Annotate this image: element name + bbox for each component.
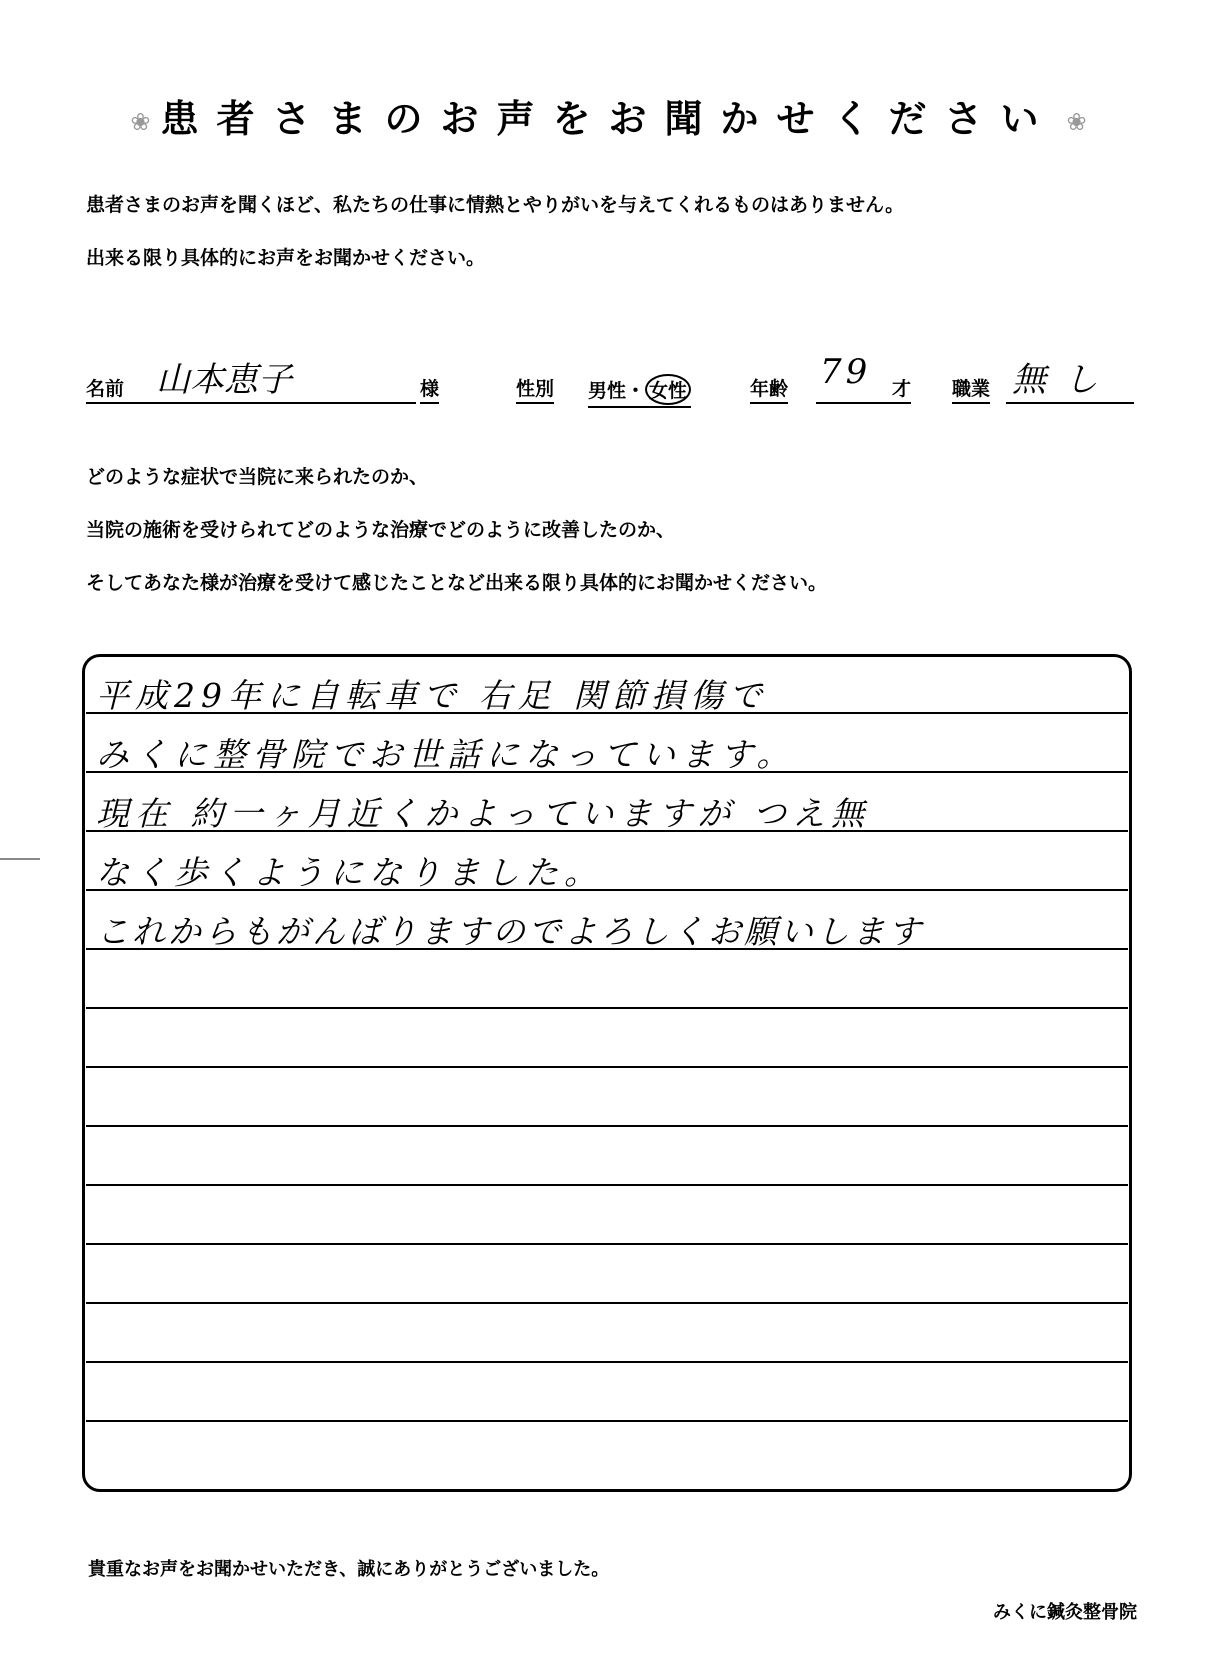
name-label: 名前 <box>86 374 124 404</box>
name-underline <box>86 402 416 404</box>
age-value[interactable]: 79 <box>820 352 872 392</box>
entry-line-3[interactable]: 現在 約一ヶ月近くかよっていますが つえ無 <box>96 794 870 833</box>
entry-line-1[interactable]: 平成29年に自転車で 右足 関節損傷で <box>96 676 768 715</box>
entry-line-4[interactable]: なく歩くようになりました。 <box>96 853 603 892</box>
name-value[interactable]: 山本恵子 <box>156 360 292 400</box>
ruled-line <box>86 1066 1128 1068</box>
comment-box <box>82 654 1132 1492</box>
title-text: 患者さまのお声をお聞かせください <box>160 97 1057 141</box>
patient-info-row <box>86 352 1134 404</box>
flower-icon: ❀ <box>1066 107 1087 136</box>
ruled-line <box>86 1184 1128 1186</box>
gender-label: 性別 <box>516 374 554 404</box>
page-title <box>0 88 1217 143</box>
ruled-line <box>86 1243 1128 1245</box>
prompt-line-1: どのような症状で当院に来られたのか、 <box>86 466 429 488</box>
age-underline <box>816 402 892 404</box>
occupation-label: 職業 <box>952 374 990 404</box>
ruled-line <box>86 1125 1128 1127</box>
entry-line-2[interactable]: みくに整骨院でお世話になっています。 <box>96 735 796 774</box>
flower-icon: ❀ <box>130 107 151 136</box>
occupation-underline <box>1006 402 1134 404</box>
gender-male[interactable]: 男性・ <box>588 380 646 402</box>
honorific-label: 様 <box>420 374 439 404</box>
intro-line-1: 患者さまのお声を聞くほど、私たちの仕事に情熱とやりがいを与えてくれるものはありません。 <box>86 194 905 216</box>
entry-line-5[interactable]: これからもがんばりますのでよろしくお願いします <box>96 912 924 951</box>
clinic-name: みくに鍼灸整骨院 <box>993 1602 1137 1623</box>
age-label: 年齢 <box>750 374 788 404</box>
gender-female-selected[interactable]: 女性 <box>645 374 691 405</box>
gender-options <box>588 374 691 408</box>
margin-tick <box>0 858 40 860</box>
ruled-line <box>86 1420 1128 1422</box>
thank-you-note: 貴重なお声をお聞かせいただき、誠にありがとうございました。 <box>88 1559 610 1580</box>
prompt-line-2: 当院の施術を受けられてどのような治療でどのように改善したのか、 <box>86 519 676 541</box>
ruled-line <box>86 1007 1128 1009</box>
intro-line-2: 出来る限り具体的にお声をお聞かせください。 <box>86 247 486 269</box>
age-unit: 才 <box>892 374 911 404</box>
prompt-line-3: そしてあなた様が治療を受けて感じたことなど出来る限り具体的にお聞かせください。 <box>86 572 828 594</box>
ruled-line <box>86 1302 1128 1304</box>
ruled-line <box>86 1361 1128 1363</box>
occupation-value[interactable]: 無し <box>1012 360 1116 400</box>
